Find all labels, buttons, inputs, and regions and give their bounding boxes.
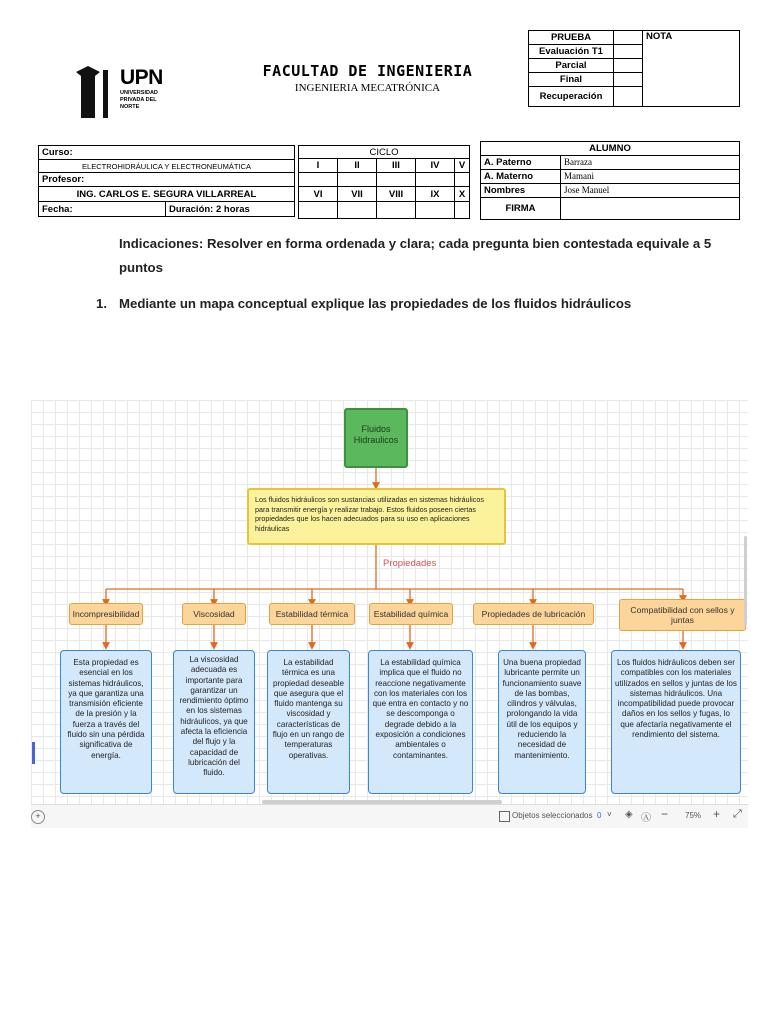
paterno-value[interactable]: Barraza — [561, 156, 740, 170]
ciclo-cell: VI — [299, 187, 338, 202]
profesor-label: Profesor: — [39, 173, 295, 187]
row-evaluacion: Evaluación T1 — [529, 45, 614, 59]
grade-cell[interactable] — [614, 59, 643, 73]
category-node[interactable]: Estabilidad química — [369, 603, 453, 625]
description-node[interactable]: Esta propiedad es esencial en los sistemas hidráulicos, ya que garantiza una transmisión eficiente de la presión y la fuerza a través del fluido sin una pérdida significativa de energía. — [60, 650, 152, 794]
ciclo-cell[interactable] — [299, 202, 338, 219]
career-title: INGENIERIA MECATRÓNICA — [294, 82, 441, 94]
grade-cell[interactable] — [614, 87, 643, 107]
ciclo-cell[interactable] — [416, 202, 455, 219]
concept-map-canvas[interactable] — [31, 400, 748, 828]
category-node[interactable]: Propiedades de lubricación — [473, 603, 594, 625]
add-page-icon[interactable]: + — [31, 810, 45, 824]
definition-node[interactable]: Los fluidos hidráulicos son sustancias utilizadas en sistemas hidráulicos para transmitir energía y realizar trabajo. Estos fluidos poseen ciertas propiedades que los hacen adecuados para su uso en aplicaciones hidráulicas — [247, 488, 506, 545]
chevron-down-icon[interactable]: ˅ — [607, 810, 612, 819]
ciclo-cell: X — [455, 187, 470, 202]
instructions-text: Indicaciones: Resolver en forma ordenada y clara; cada pregunta bien contestada equivale a 5 puntos — [119, 236, 712, 275]
grade-cell[interactable] — [614, 73, 643, 87]
row-parcial: Parcial — [529, 59, 614, 73]
ciclo-table — [298, 145, 470, 219]
ciclo-cell: V — [455, 159, 470, 173]
select-box-icon[interactable] — [499, 811, 510, 822]
question-text: Mediante un mapa conceptual explique las propiedades de los fluidos hidráulicos — [119, 296, 632, 311]
grade-table — [528, 30, 740, 107]
ciclo-cell[interactable] — [377, 173, 416, 187]
question-number: 1. — [96, 296, 107, 311]
logo-text: UPN — [120, 66, 163, 89]
ciclo-cell: I — [299, 159, 338, 173]
description-node[interactable]: Los fluidos hidráulicos deben ser compatibles con los materiales utilizados en sellos y juntas de los sistemas hidráulicos. Una incompatibilidad puede provocar daños en los sellos y fugas, lo que afectaría negativamente el rendimiento del sistema. — [611, 650, 741, 794]
vertical-scrollbar[interactable] — [744, 536, 747, 626]
canvas-toolbar — [31, 804, 748, 828]
ciclo-cell[interactable] — [299, 173, 338, 187]
row-recuperacion: Recuperación — [529, 87, 614, 107]
ciclo-cell: II — [338, 159, 377, 173]
nombres-label: Nombres — [481, 184, 561, 198]
alumno-header: ALUMNO — [481, 142, 740, 156]
category-node[interactable]: Estabilidad térmica — [269, 603, 355, 625]
category-node[interactable]: Incompresibilidad — [69, 603, 143, 625]
description-node[interactable]: La estabilidad térmica es una propiedad deseable que asegura que el fluido mantenga su viscosidad y características de flujo en un rango de temperaturas operativas. — [267, 650, 350, 794]
curso-value: ELECTROHIDRÁULICA Y ELECTRONEUMÁTICA — [39, 160, 295, 173]
ciclo-cell: VII — [338, 187, 377, 202]
zoom-out-button[interactable]: − — [661, 807, 669, 821]
profesor-value: ING. CARLOS E. SEGURA VILLARREAL — [39, 187, 295, 202]
layers-icon[interactable]: ◈ — [625, 809, 633, 820]
prueba-header: PRUEBA — [529, 31, 614, 45]
root-node[interactable]: Fluidos Hidraulicos — [344, 408, 408, 468]
ciclo-cell[interactable] — [338, 202, 377, 219]
zoom-in-button[interactable]: + — [713, 807, 721, 821]
logo-subtext: UNIVERSIDAD PRIVADA DEL NORTE — [120, 90, 158, 110]
materno-label: A. Materno — [481, 170, 561, 184]
ciclo-cell[interactable] — [416, 173, 455, 187]
fullscreen-icon[interactable]: ⤢ — [733, 808, 742, 820]
fecha-label: Fecha: — [39, 202, 166, 217]
category-node[interactable]: Viscosidad — [182, 603, 246, 625]
selected-count: 0 — [597, 811, 602, 820]
ciclo-cell[interactable] — [455, 173, 470, 187]
ciclo-cell: IX — [416, 187, 455, 202]
ciclo-cell: III — [377, 159, 416, 173]
ciclo-cell: VIII — [377, 187, 416, 202]
description-node[interactable]: La estabilidad química implica que el fluido no reaccione negativamente con los materiales con los que entra en contacto y no se descomponga o degrade debido a la exposición a condiciones ambientales o contaminantes. — [368, 650, 473, 794]
grade-cell[interactable] — [614, 45, 643, 59]
ciclo-cell: IV — [416, 159, 455, 173]
description-node[interactable]: La viscosidad adecuada es importante para garantizar un rendimiento óptimo en los sistemas hidráulicos, ya que afecta la eficiencia del flujo y la capacidad de lubricación del fluido. — [173, 650, 255, 794]
firma-label: FIRMA — [481, 198, 561, 220]
alumno-table — [480, 141, 740, 220]
description-node[interactable]: Una buena propiedad lubricante permite un funcionamiento suave de las bombas, cilindros y válvulas, prolongando la vida útil de los equipos y reduciendo la necesidad de mantenimiento. — [498, 650, 586, 794]
navigator-icon[interactable]: Ⓐ — [641, 813, 651, 824]
duracion-label: Duración: 2 horas — [166, 202, 295, 217]
curso-label: Curso: — [39, 146, 295, 160]
row-final: Final — [529, 73, 614, 87]
link-label: Propiedades — [383, 558, 437, 569]
materno-value[interactable]: Mamani — [561, 170, 740, 184]
firma-field[interactable] — [561, 198, 740, 220]
nombres-value[interactable]: Jose Manuel — [561, 184, 740, 198]
upn-logo — [76, 66, 171, 118]
nota-header: NOTA — [643, 31, 740, 107]
course-table — [38, 145, 295, 217]
faculty-title: FACULTAD DE INGENIERIA — [262, 62, 473, 80]
ciclo-cell[interactable] — [377, 202, 416, 219]
ciclo-header: CICLO — [299, 146, 470, 159]
zoom-level[interactable]: 75% — [685, 811, 702, 820]
ciclo-cell[interactable] — [455, 202, 470, 219]
selection-indicator — [32, 742, 35, 764]
paterno-label: A. Paterno — [481, 156, 561, 170]
grade-cell — [614, 31, 643, 45]
selected-objects-label: Objetos seleccionados — [512, 811, 593, 820]
category-node[interactable]: Compatibilidad con sellos y juntas — [619, 599, 746, 631]
ciclo-cell[interactable] — [338, 173, 377, 187]
